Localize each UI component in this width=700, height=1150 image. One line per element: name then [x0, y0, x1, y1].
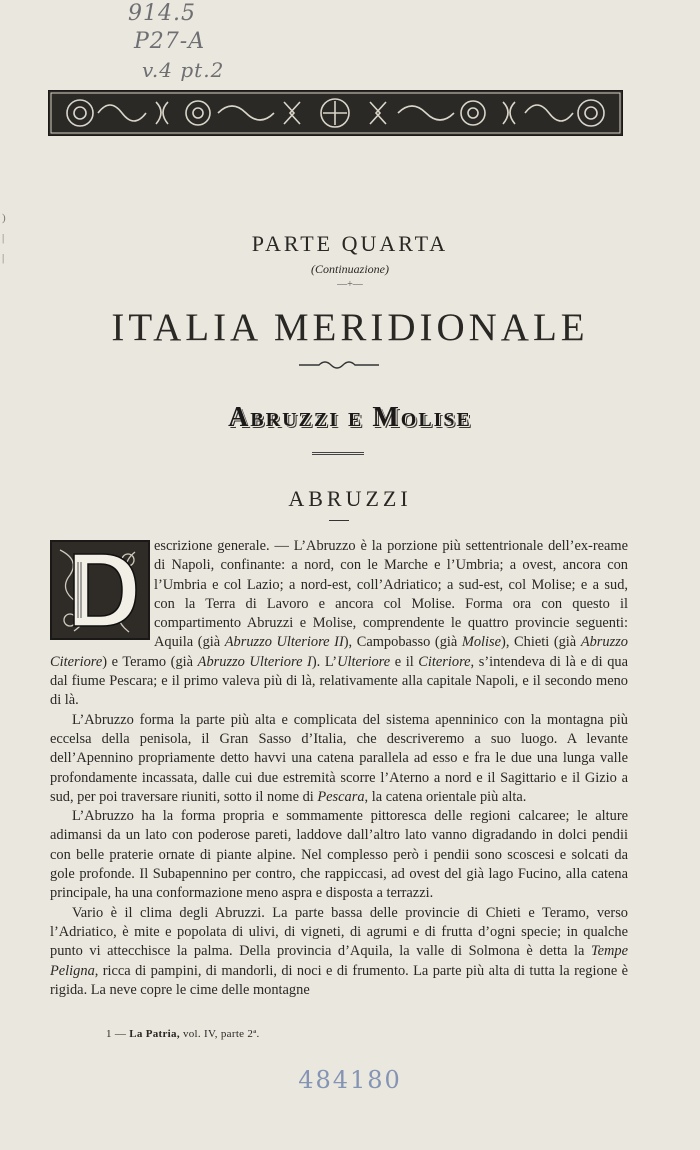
main-title: ITALIA MERIDIONALE — [111, 306, 589, 349]
section-title: ABRUZZI — [288, 486, 412, 511]
continuation-label: (Continuazione) — [311, 262, 389, 276]
handwritten-call-number — [128, 0, 224, 84]
signature-number: 1 — — [106, 1028, 127, 1040]
paragraph: escrizione generale. — L’Abruzzo è la porzione più settentrionale dell’ex-reame di Napoli, confinante: a nord, con le Marche e l’Umbria; a ovest, ancora con l’Umbria e col Lazio; a nord-est, coll’Adriatico; a sud-est, col Molise; e a sud, con la Terra di Lavoro e ancora col Molise. Forma ora con questo il compartimento Abruzzi e Molise, comprendente le quattro provincie seguenti: Aquila (già Abruzzo Ulteriore II), Campobasso (già Molise), Chieti (già Abruzzo Citeriore) e Teramo (già Abruzzo Ulteriore I). L’Ulteriore e il Citeriore, s’intendeva di là e di qua dal fiume Pescara; e il primo valeva più di là, relativamente alla capitale Napoli, e il secondo meno di là. — [50, 538, 628, 709]
ornamental-header-band — [48, 90, 623, 136]
part-title: PARTE QUARTA — [251, 231, 449, 256]
call-number-line: P27-A — [134, 29, 206, 54]
volume-info: vol. IV, parte 2ª. — [179, 1028, 260, 1040]
paragraph: L’Abruzzo ha la forma propria e sommamente pittoresca delle regioni calcaree; le alture adimansi da un lato con poderose pareti, laddove dall’altro lato vanno digradando in dolci pendii con belle praterie ornate di piante alpine. Nel complesso però i pendii sono scoscesi e solcati da gole profonde. Il Subapennino per contro, che rappiccasi, ad ovest del già lago Fucino, alla catena principale, ha una conformazione meno aspra e disposta a terrazzi. — [50, 808, 628, 902]
body-text — [50, 537, 628, 1000]
call-number-line: 914.5 — [128, 1, 196, 26]
library-stamp-number: 484180 — [298, 1066, 402, 1094]
work-title: La Patria, — [129, 1028, 180, 1040]
small-ornament: —+— — [337, 279, 363, 290]
double-rule — [312, 452, 364, 455]
paragraph: L’Abruzzo forma la parte più alta e complicata del sistema apenninico con la montagna più eccelsa della penisola, il Gran Sasso d’Italia, che descriveremo a suo luogo. A levante dell’Apennino propriamente detto havvi una catena parallela ad esso e fra le due una lunga valle profondamente incassata, dalle cui due estremità scorre l’Aterno a nord e il Sagittario e il Gizio a sud, per poi traversare riuniti, sotto il nome di Pescara, la catena orientale più alta. — [50, 711, 628, 805]
flourish-divider-icon — [297, 358, 381, 372]
margin-mark: | — [2, 232, 5, 244]
region-title: Abruzzi e Molise — [228, 402, 472, 433]
section-dash — [329, 520, 349, 521]
call-number-line: v.4 pt.2 — [142, 58, 225, 82]
footer-signature — [106, 1028, 260, 1040]
margin-mark: | — [2, 252, 5, 264]
margin-mark: ) — [2, 212, 6, 224]
paragraph: Vario è il clima degli Abruzzi. La parte bassa delle provincie di Chieti e Teramo, verso l’Adriatico, è mite e popolata di ulivi, di vigneti, di agrumi e di frutta d’ogni specie; in qualche punto vi attecchisce la palma. Della provincia d’Aquila, la valle di Solmona è detta la Tempe Peligna, ricca di pampini, di mandorli, di noci e di frumento. La parte più alta di tutta la regione è rigida. La neve copre le cime delle montagne — [50, 904, 628, 998]
